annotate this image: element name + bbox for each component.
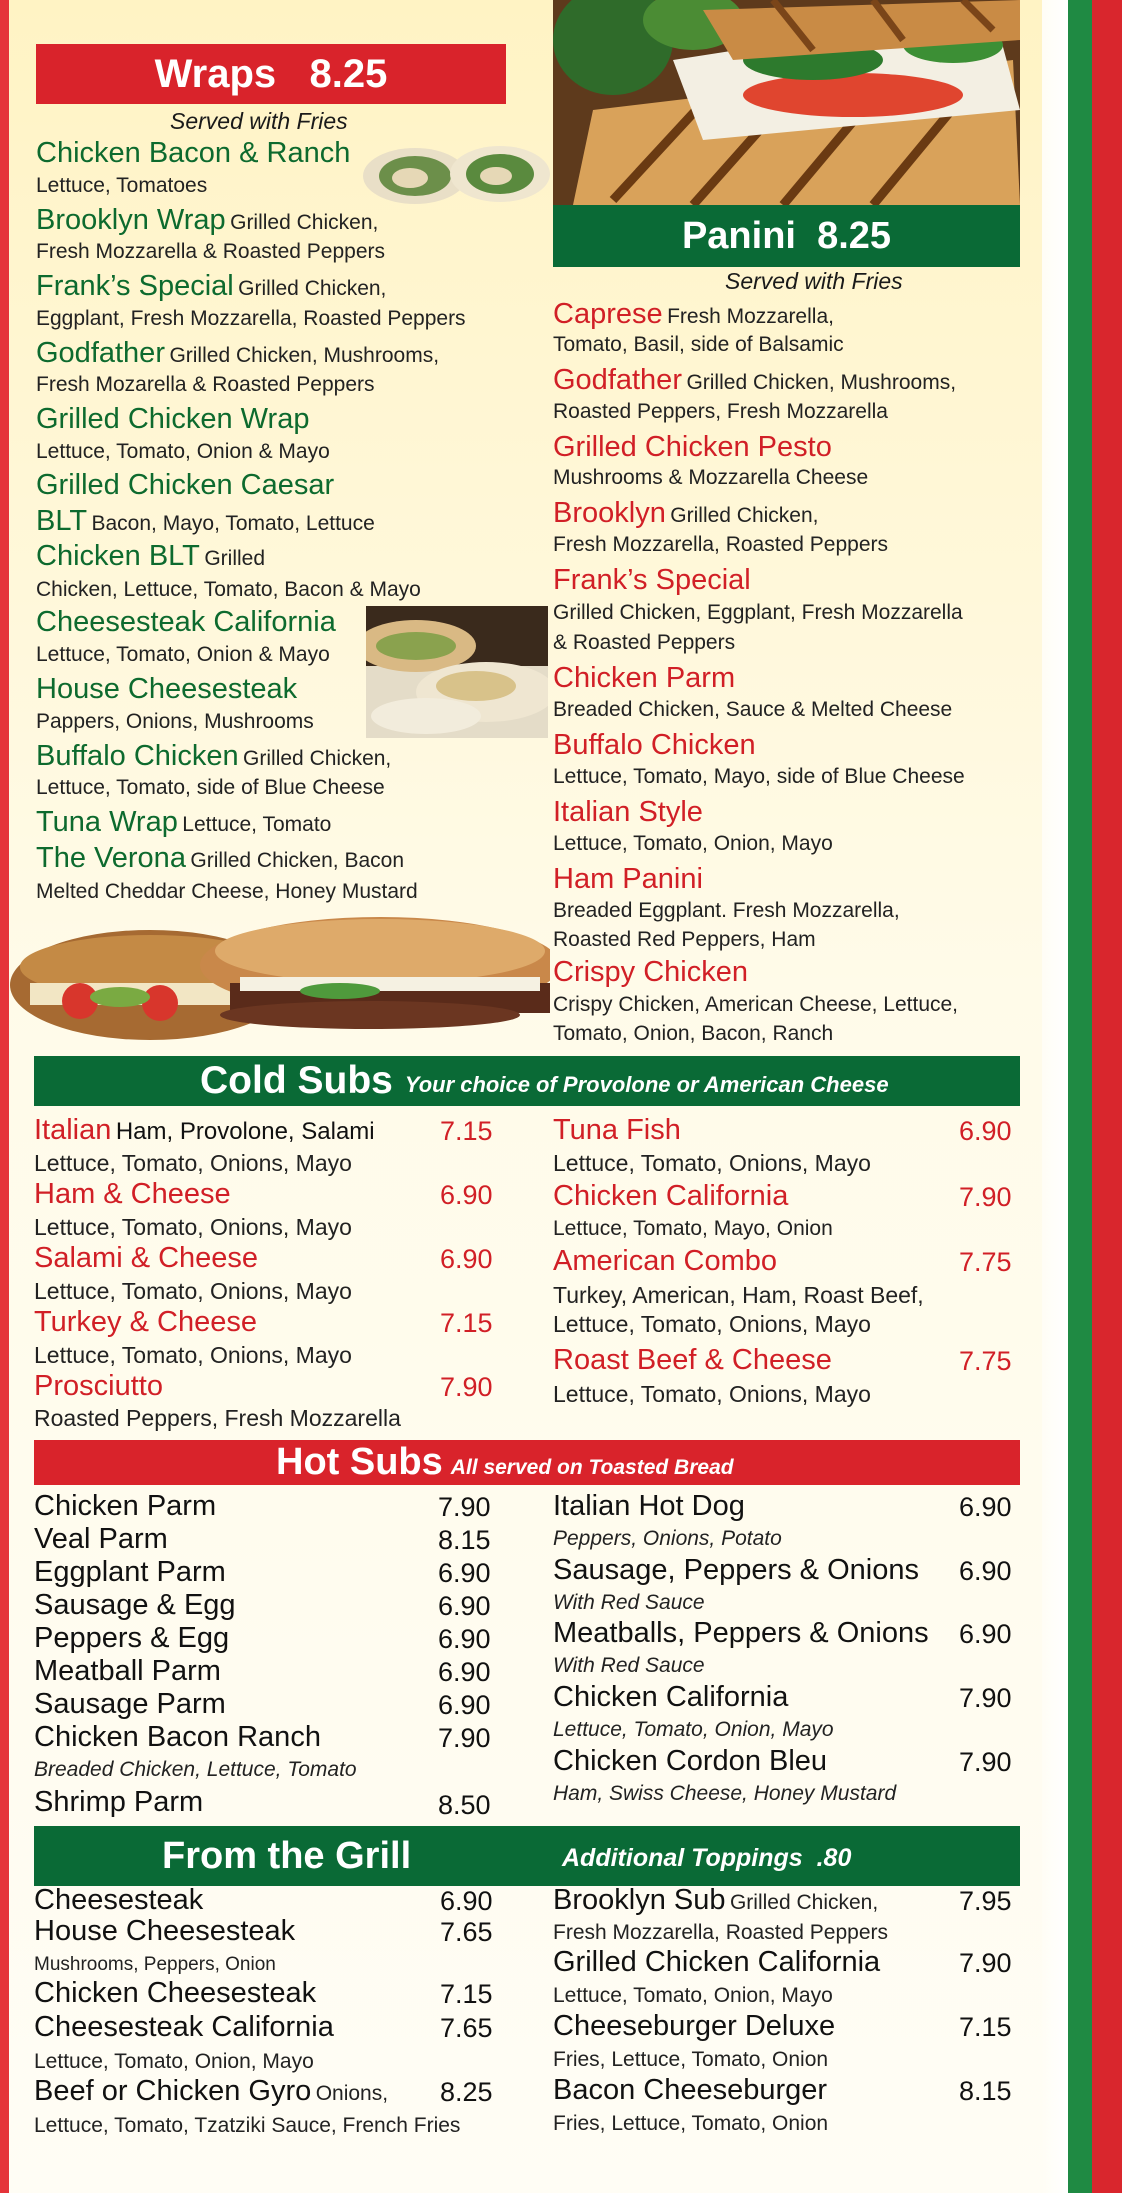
panini-item-desc: Lettuce, Tomato, Mayo, side of Blue Cheese <box>553 765 965 788</box>
cold-subs-subtitle: Your choice of Provolone or American Cheese <box>404 1072 889 1097</box>
panini-item-name: Crispy Chicken <box>553 956 748 988</box>
cold-sub-desc: Lettuce, Tomato, Onions, Mayo <box>34 1278 352 1304</box>
hot-sub-item <box>553 1745 1020 1778</box>
cold-sub-name: Prosciutto <box>34 1370 163 1402</box>
cold-sub-price: 7.90 <box>959 1182 1012 1212</box>
cold-sub-price: 6.90 <box>440 1180 493 1210</box>
hot-sub-item <box>34 1556 504 1589</box>
hot-subs-title: Hot Subs <box>276 1441 443 1483</box>
cold-sub-item <box>34 1370 504 1403</box>
grill-item-price: 7.65 <box>440 2013 493 2043</box>
hot-sub-desc: Lettuce, Tomato, Onion, Mayo <box>553 1718 834 1741</box>
hot-sub-name: Chicken Cordon Bleu <box>553 1745 828 1777</box>
panini-item-desc: Grilled Chicken, Eggplant, Fresh Mozzarella <box>553 601 963 624</box>
panini-item-desc-2: & Roasted Peppers <box>553 631 736 654</box>
panini-item-desc: Tomato, Basil, side of Balsamic <box>553 333 844 356</box>
cold-sub-desc: Lettuce, Tomato, Onions, Mayo <box>34 1150 352 1176</box>
panini-item <box>553 564 751 597</box>
cold-sub-desc: Lettuce, Tomato, Onions, Mayo <box>553 1381 871 1407</box>
grill-item <box>553 2074 1020 2107</box>
grill-item-desc: Fresh Mozzarella, Roasted Peppers <box>553 1921 888 1944</box>
hot-sub-price: 6.90 <box>959 1619 1012 1649</box>
wrap-item <box>36 337 439 370</box>
hot-sub-item <box>34 1721 504 1754</box>
panini-item-name: Frank’s Special <box>553 564 751 596</box>
wrap-item-name: Grilled Chicken Caesar <box>36 469 335 501</box>
cold-sub-name: Chicken California <box>553 1180 789 1212</box>
hot-sub-item <box>34 1786 504 1819</box>
hot-sub-price: 8.50 <box>438 1790 491 1820</box>
wrap-photo-large <box>366 606 548 738</box>
cold-subs-header <box>34 1056 1020 1106</box>
hot-sub-desc: With Red Sauce <box>553 1654 705 1677</box>
grill-item-desc: Fries, Lettuce, Tomato, Onion <box>553 2112 829 2135</box>
panini-item-inline-desc: Fresh Mozzarella, <box>667 305 834 328</box>
wrap-item-name: Brooklyn Wrap <box>36 204 226 236</box>
panini-item <box>553 364 956 397</box>
wrap-item-desc: Pappers, Onions, Mushrooms <box>36 710 314 733</box>
wrap-item-inline-desc: Grilled <box>204 547 266 570</box>
panini-item-desc: Fresh Mozzarella, Roasted Peppers <box>553 533 888 556</box>
hot-sub-name: Meatball Parm <box>34 1655 221 1687</box>
wrap-item-desc: Lettuce, Tomato, Onion & Mayo <box>36 440 330 463</box>
cold-sub-price: 7.90 <box>440 1372 493 1402</box>
wrap-item-name: Buffalo Chicken <box>36 740 239 772</box>
cold-sub-price: 6.90 <box>959 1116 1012 1146</box>
grill-item-name: Cheeseburger Deluxe <box>553 2010 836 2042</box>
cold-sub-name: Ham & Cheese <box>34 1178 231 1210</box>
grill-item-price: 8.15 <box>959 2076 1012 2106</box>
cold-sub-name: Italian <box>34 1114 112 1146</box>
hot-sub-price: 6.90 <box>438 1657 491 1687</box>
hot-sub-price: 7.90 <box>959 1747 1012 1777</box>
wrap-item-inline-desc: Grilled Chicken, <box>238 277 387 300</box>
grill-header <box>34 1826 1020 1886</box>
cold-sub-name: Turkey & Cheese <box>34 1306 257 1338</box>
panini-header <box>553 205 1020 267</box>
hot-sub-item <box>553 1554 1020 1587</box>
hot-sub-price: 6.90 <box>959 1556 1012 1586</box>
cold-sub-name: American Combo <box>553 1245 778 1277</box>
subs-photo <box>10 905 550 1053</box>
cold-sub-desc: Lettuce, Tomato, Onions, Mayo <box>553 1150 871 1176</box>
hot-sub-item <box>34 1589 504 1622</box>
wrap-item <box>36 740 391 773</box>
panini-photo <box>553 0 1020 205</box>
wrap-item-inline-desc: Grilled Chicken, Bacon <box>190 849 405 872</box>
hot-sub-name: Eggplant Parm <box>34 1556 226 1588</box>
panini-item-name: Caprese <box>553 298 663 330</box>
grill-item-price: 6.90 <box>440 1886 493 1916</box>
hot-sub-name: Veal Parm <box>34 1523 168 1555</box>
hot-sub-item <box>553 1681 1020 1714</box>
cold-sub-item <box>553 1245 1020 1278</box>
panini-item-name: Ham Panini <box>553 863 703 895</box>
hot-sub-name: Peppers & Egg <box>34 1622 230 1654</box>
hot-sub-price: 6.90 <box>438 1690 491 1720</box>
panini-item-name: Italian Style <box>553 796 703 828</box>
grill-item-desc: Lettuce, Tomato, Tzatziki Sauce, French Fries <box>34 2114 461 2137</box>
hot-sub-price: 6.90 <box>438 1624 491 1654</box>
grill-item-price: 7.95 <box>959 1886 1012 1916</box>
hot-sub-item <box>34 1490 504 1523</box>
grill-item <box>553 2010 1020 2043</box>
grill-item-desc: Lettuce, Tomato, Onion, Mayo <box>34 2050 314 2073</box>
wrap-item-desc: Fresh Mozzarella & Roasted Peppers <box>36 240 385 263</box>
cold-sub-price: 7.75 <box>959 1247 1012 1277</box>
hot-sub-item <box>34 1655 504 1688</box>
cold-sub-desc: Turkey, American, Ham, Roast Beef, <box>553 1282 924 1308</box>
cold-sub-item <box>553 1114 1020 1147</box>
cold-subs-title: Cold Subs <box>200 1059 393 1102</box>
grill-item <box>34 1977 504 2010</box>
wrap-item-desc: Chicken, Lettuce, Tomato, Bacon & Mayo <box>36 578 421 601</box>
grill-item-price: 8.25 <box>440 2077 493 2107</box>
grill-item-name: Beef or Chicken Gyro <box>34 2075 312 2107</box>
cold-sub-item <box>553 1180 1020 1213</box>
wrap-item-desc: Lettuce, Tomato, Onion & Mayo <box>36 643 330 666</box>
hot-sub-desc: Breaded Chicken, Lettuce, Tomato <box>34 1758 357 1781</box>
panini-item-name: Godfather <box>553 364 682 396</box>
wrap-item <box>36 137 350 170</box>
grill-item-name: Cheesesteak <box>34 1884 204 1916</box>
wrap-item <box>36 403 309 436</box>
grill-item-name: Brooklyn Sub <box>553 1884 726 1916</box>
panini-item <box>553 497 819 530</box>
cold-sub-name: Roast Beef & Cheese <box>553 1344 832 1376</box>
grill-item-name: House Cheesesteak <box>34 1915 296 1947</box>
cold-sub-price: 6.90 <box>440 1244 493 1274</box>
wrap-item <box>36 540 265 573</box>
wrap-item-inline-desc: Grilled Chicken, <box>230 211 379 234</box>
grill-item-desc: Fries, Lettuce, Tomato, Onion <box>553 2048 829 2071</box>
wrap-item-name: Grilled Chicken Wrap <box>36 403 310 435</box>
grill-item-price: 7.15 <box>440 1979 493 2009</box>
cold-sub-item <box>34 1178 504 1211</box>
panini-item-desc-2: Roasted Red Peppers, Ham <box>553 928 816 951</box>
hot-sub-name: Shrimp Parm <box>34 1786 204 1818</box>
grill-item-desc: Lettuce, Tomato, Onion, Mayo <box>553 1984 833 2007</box>
panini-item-desc: Breaded Chicken, Sauce & Melted Cheese <box>553 698 953 721</box>
wrap-item <box>36 204 378 237</box>
wrap-item-name: Cheesesteak California <box>36 606 336 638</box>
cold-sub-item <box>34 1114 504 1147</box>
panini-title: Panini 8.25 <box>681 214 892 257</box>
cold-sub-item <box>34 1306 504 1339</box>
wraps-subtitle: Served with Fries <box>170 108 348 134</box>
cold-sub-desc-2: Lettuce, Tomato, Onions, Mayo <box>553 1311 871 1337</box>
panini-item <box>553 956 748 989</box>
cold-sub-item <box>553 1344 1020 1377</box>
cold-sub-desc: Lettuce, Tomato, Mayo, Onion <box>553 1217 833 1240</box>
hot-sub-desc: Ham, Swiss Cheese, Honey Mustard <box>553 1782 897 1805</box>
hot-sub-name: Chicken Parm <box>34 1490 217 1522</box>
hot-sub-name: Meatballs, Peppers & Onions <box>553 1617 929 1649</box>
grill-item-price: 7.15 <box>959 2012 1012 2042</box>
cold-sub-desc: Roasted Peppers, Fresh Mozzarella <box>34 1405 401 1431</box>
hot-sub-price: 8.15 <box>438 1525 491 1555</box>
hot-sub-name: Sausage & Egg <box>34 1589 236 1621</box>
wrap-item <box>36 806 331 839</box>
wrap-item <box>36 505 375 538</box>
wrap-item-desc: Lettuce, Tomatoes <box>36 174 208 197</box>
panini-item <box>553 662 735 695</box>
wrap-item <box>36 842 404 875</box>
hot-sub-name: Sausage Parm <box>34 1688 226 1720</box>
panini-item-desc: Mushrooms & Mozzarella Cheese <box>553 466 869 489</box>
hot-sub-name: Chicken California <box>553 1681 789 1713</box>
wrap-item-desc: Fresh Mozarella & Roasted Peppers <box>36 373 375 396</box>
hot-subs-subtitle: All served on Toasted Bread <box>450 1455 734 1479</box>
wrap-item-name: Tuna Wrap <box>36 806 178 838</box>
wrap-item <box>36 673 297 706</box>
wrap-item-name: The Verona <box>36 842 186 874</box>
wrap-item-name: BLT <box>36 505 88 537</box>
hot-subs-header <box>34 1440 1020 1485</box>
grill-item-price: 7.90 <box>959 1948 1012 1978</box>
grill-item-inline-desc: Onions, <box>315 2082 389 2105</box>
cold-sub-name: Tuna Fish <box>553 1114 681 1146</box>
panini-subtitle: Served with Fries <box>725 268 903 294</box>
panini-item <box>553 298 834 331</box>
hot-sub-price: 6.90 <box>959 1492 1012 1522</box>
wrap-item-inline-desc: Grilled Chicken, Mushrooms, <box>169 344 440 367</box>
hot-sub-price: 7.90 <box>959 1683 1012 1713</box>
wrap-photo-small <box>360 140 560 208</box>
wrap-item-desc: Lettuce, Tomato, side of Blue Cheese <box>36 776 385 799</box>
grill-subtitle: Additional Toppings .80 <box>562 1844 852 1872</box>
cold-sub-name: Salami & Cheese <box>34 1242 259 1274</box>
hot-sub-name: Sausage, Peppers & Onions <box>553 1554 919 1586</box>
wrap-item <box>36 469 334 502</box>
grill-item <box>34 2011 504 2044</box>
cold-sub-price: 7.15 <box>440 1308 493 1338</box>
panini-item-name: Buffalo Chicken <box>553 729 756 761</box>
panini-item-desc-2: Tomato, Onion, Bacon, Ranch <box>553 1022 834 1045</box>
panini-item-name: Grilled Chicken Pesto <box>553 431 832 463</box>
hot-sub-price: 7.90 <box>438 1492 491 1522</box>
panini-item <box>553 431 832 464</box>
panini-item-name: Chicken Parm <box>553 662 736 694</box>
grill-item <box>34 1884 504 1917</box>
hot-sub-name: Chicken Bacon Ranch <box>34 1721 321 1753</box>
panini-item <box>553 796 703 829</box>
hot-sub-price: 6.90 <box>438 1558 491 1588</box>
wraps-title: Wraps 8.25 <box>154 51 388 96</box>
grill-item-price: 7.65 <box>440 1917 493 1947</box>
grill-item-inline-desc: Grilled Chicken, <box>729 1891 879 1914</box>
hot-sub-price: 7.90 <box>438 1723 491 1753</box>
hot-sub-item <box>34 1523 504 1556</box>
wrap-item-name: House Cheesesteak <box>36 673 298 705</box>
panini-item-inline-desc: Grilled Chicken, Mushrooms, <box>686 371 957 394</box>
panini-item-desc: Breaded Eggplant. Fresh Mozzarella, <box>553 899 900 922</box>
wrap-item-inline-desc: Grilled Chicken, <box>243 747 392 770</box>
grill-item-name: Grilled Chicken California <box>553 1946 881 1978</box>
wrap-item-desc: Melted Cheddar Cheese, Honey Mustard <box>36 880 418 903</box>
wrap-item-desc: Eggplant, Fresh Mozzarella, Roasted Peppers <box>36 307 466 330</box>
panini-item <box>553 729 756 762</box>
wrap-item-inline-desc: Lettuce, Tomato <box>182 813 332 836</box>
cold-sub-inline-desc: Ham, Provolone, Salami <box>115 1118 375 1145</box>
grill-item-desc: Mushrooms, Peppers, Onion <box>34 1954 276 1975</box>
cold-sub-price: 7.75 <box>959 1346 1012 1376</box>
hot-sub-item <box>553 1490 1020 1523</box>
wrap-item <box>36 270 386 303</box>
hot-sub-desc: With Red Sauce <box>553 1591 705 1614</box>
grill-title: From the Grill <box>162 1834 412 1877</box>
hot-sub-item <box>34 1622 504 1655</box>
hot-sub-price: 6.90 <box>438 1591 491 1621</box>
wrap-item-name: Chicken BLT <box>36 540 200 572</box>
panini-item-desc: Lettuce, Tomato, Onion, Mayo <box>553 832 833 855</box>
panini-item-name: Brooklyn <box>553 497 666 529</box>
wraps-header <box>36 44 506 104</box>
panini-item <box>553 863 703 896</box>
wrap-item-name: Godfather <box>36 337 165 369</box>
hot-sub-name: Italian Hot Dog <box>553 1490 745 1522</box>
cold-sub-desc: Lettuce, Tomato, Onions, Mayo <box>34 1214 352 1240</box>
grill-item <box>553 1884 1020 1917</box>
wrap-item <box>36 606 336 639</box>
cold-sub-price: 7.15 <box>440 1116 493 1146</box>
grill-item-name: Chicken Cheesesteak <box>34 1977 317 2009</box>
grill-item <box>34 1915 504 1948</box>
wrap-item-name: Chicken Bacon & Ranch <box>36 137 351 169</box>
hot-sub-item <box>34 1688 504 1721</box>
wrap-item-name: Frank’s Special <box>36 270 234 302</box>
panini-item-inline-desc: Grilled Chicken, <box>670 504 819 527</box>
hot-sub-desc: Peppers, Onions, Potato <box>553 1527 782 1550</box>
panini-item-desc: Roasted Peppers, Fresh Mozzarella <box>553 400 888 423</box>
cold-sub-desc: Lettuce, Tomato, Onions, Mayo <box>34 1342 352 1368</box>
grill-item <box>34 2075 504 2108</box>
hot-sub-item <box>553 1617 1020 1650</box>
grill-item-name: Cheesesteak California <box>34 2011 334 2043</box>
grill-item-name: Bacon Cheeseburger <box>553 2074 828 2106</box>
cold-sub-item <box>34 1242 504 1275</box>
grill-item <box>553 1946 1020 1979</box>
panini-item-desc: Crispy Chicken, American Cheese, Lettuce, <box>553 993 959 1016</box>
wrap-item-inline-desc: Bacon, Mayo, Tomato, Lettuce <box>91 512 375 535</box>
